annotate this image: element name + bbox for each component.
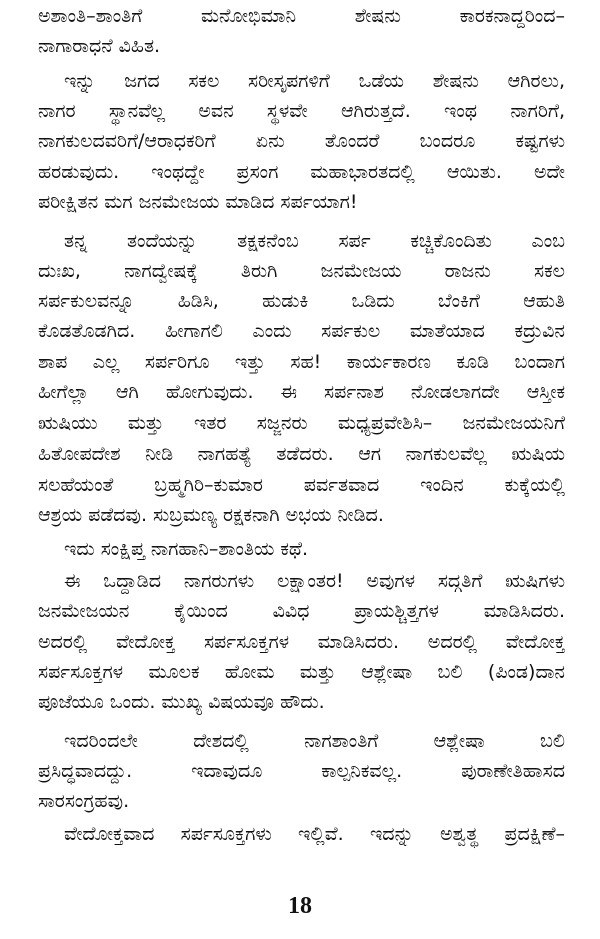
page-number: 18	[288, 893, 312, 919]
text-line: ಇದು ಸಂಕ್ಷಿಪ್ತ ನಾಗಹಾನಿ–ಶಾಂತಿಯ ಕಥೆ.	[64, 538, 308, 560]
text-line: ಪ್ರಸಿದ್ಧವಾದದ್ದು. ಇದಾವುದೂ ಕಾಲ್ಪನಿಕವಲ್ಲ. ಪುರಾಣೇತಿಹಾಸದ	[38, 760, 565, 782]
text-line: ಕೊಡತೊಡಗಿದ. ಹೀಗಾಗಲಿ ಎಂದು ಸರ್ಪಕುಲ ಮಾತೆಯಾದ ಕದ್ರುವಿನ	[38, 320, 565, 342]
text-line: ನಾಗರ ಸ್ಥಾನವೆಲ್ಲ ಅವನ ಸ್ಥಳವೇ ಆಗಿರುತ್ತದೆ. ಇಂಥ ನಾಗರಿಗೆ,	[38, 100, 565, 122]
text-line: ನಾಗಾರಾಧನೆ ವಿಹಿತ.	[38, 35, 161, 57]
text-line: ಶಾಪ ಎಲ್ಲ ಸರ್ಪರಿಗೂ ಇತ್ತು ಸಹ! ಕಾರ್ಯಕಾರಣ ಕೂಡಿ ಬಂದಾಗ	[38, 351, 565, 373]
text-line: ಆಶ್ರಯ ಪಡೆದವು. ಸುಬ್ರಮಣ್ಯ ರಕ್ಷಕನಾಗಿ ಅಭಯ ನೀಡಿದ.	[38, 504, 384, 526]
text-line: ಸರ್ಪಸೂಕ್ತಗಳ ಮೂಲಕ ಹೋಮ ಮತ್ತು ಆಶ್ಲೇಷಾ ಬಲಿ (ಪಿಂಡ)ದಾನ	[38, 661, 565, 683]
text-line: ಋಷಿಯು ಮತ್ತು ಇತರ ಸಜ್ಜನರು ಮಧ್ಯಪ್ರವೇಶಿಸಿ– ಜನಮೇಜಯನಿಗೆ	[38, 412, 565, 434]
text-line: ಅದರಲ್ಲಿ ವೇದೋಕ್ತ ಸರ್ಪಸೂಕ್ತಗಳ ಮಾಡಿಸಿದರು. ಅದರಲ್ಲಿ ವೇದೋಕ್ತ	[38, 631, 565, 653]
text-line: ಅಶಾಂತಿ–ಶಾಂತಿಗೆ ಮನೋಭಿಮಾನಿ ಶೇಷನು ಕಾರಕನಾದ್ದರಿಂದ–	[38, 5, 565, 27]
text-line: ನಾಗಕುಲದವರಿಗೆ/ಆರಾಧಕರಿಗೆ ಏನು ತೊಂದರೆ ಬಂದರೂ ಕಷ್ಟಗಳು	[38, 130, 565, 152]
text-line: ಹರಡುವುದು. ಇಂಥದ್ದೇ ಪ್ರಸಂಗ ಮಹಾಭಾರತದಲ್ಲಿ ಆಯಿತು. ಅದೇ	[38, 161, 565, 183]
text-line: ಇದರಿಂದಲೇ ದೇಶದಲ್ಲಿ ನಾಗಶಾಂತಿಗೆ ಆಶ್ಲೇಷಾ ಬಲಿ	[64, 730, 565, 752]
text-line: ಇನ್ನು ಜಗದ ಸಕಲ ಸರೀಸೃಪಗಳಿಗೆ ಒಡೆಯ ಶೇಷನು ಆಗಿರಲು,	[64, 70, 565, 92]
text-line: ಹೀಗೆಲ್ಲಾ ಆಗಿ ಹೋಗುವುದು. ಈ ಸರ್ಪನಾಶ ನೋಡಲಾಗದೇ ಆಸ್ತೀಕ	[38, 381, 565, 403]
text-line: ಈ ಒದ್ದಾಡಿದ ನಾಗರುಗಳು ಲಕ್ಷಾಂತರ! ಅವುಗಳ ಸದ್ಗತಿಗೆ ಋಷಿಗಳು	[64, 570, 565, 592]
text-line: ಸಲಹೆಯಂತೆ ಬ್ರಹ್ಮಗಿರಿ–ಕುಮಾರ ಪರ್ವತವಾದ ಇಂದಿನ ಕುಕ್ಕೆಯಲ್ಲಿ	[38, 474, 565, 496]
text-line: ಪರೀಕ್ಷಿತನ ಮಗ ಜನಮೇಜಯ ಮಾಡಿದ ಸರ್ಪಯಾಗ!	[38, 191, 358, 213]
text-line: ಸರ್ಪಕುಲವನ್ನೂ ಹಿಡಿಸಿ, ಹುಡುಕಿ ಒಡಿದು ಬೆಂಕಿಗೆ ಆಹುತಿ	[38, 290, 565, 312]
text-line: ಸಾರಸಂಗ್ರಹವು.	[38, 790, 130, 812]
text-line: ದುಃಖ, ನಾಗದ್ವೇಷಕ್ಕೆ ತಿರುಗಿ ಜನಮೇಜಯ ರಾಜನು ಸಕಲ	[38, 260, 565, 282]
text-line: ತನ್ನ ತಂದೆಯನ್ನು ತಕ್ಷಕನೆಂಬ ಸರ್ಪ ಕಚ್ಚಿಕೊಂದಿತು ಎಂಬ	[64, 230, 565, 252]
text-line: ಪೂಜೆಯೂ ಒಂದು. ಮುಖ್ಯ ವಿಷಯವೂ ಹೌದು.	[38, 691, 325, 713]
text-line: ವೇದೋಕ್ತವಾದ ಸರ್ಪಸೂಕ್ತಗಳು ಇಲ್ಲಿವೆ. ಇದನ್ನು ಅಶ್ವತ್ಥ ಪ್ರದಕ್ಷಿಣೆ–	[64, 823, 565, 845]
text-line: ಹಿತೋಪದೇಶ ನೀಡಿ ನಾಗಹತ್ಯೆ ತಡೆದರು. ಆಗ ನಾಗಕುಲವೆಲ್ಲ ಋಷಿಯ	[38, 443, 565, 465]
text-line: ಜನಮೇಜಯನ ಕೈಯಿಂದ ವಿವಿಧ ಪ್ರಾಯಶ್ಚಿತ್ತಗಳ ಮಾಡಿಸಿದರು.	[38, 600, 565, 622]
